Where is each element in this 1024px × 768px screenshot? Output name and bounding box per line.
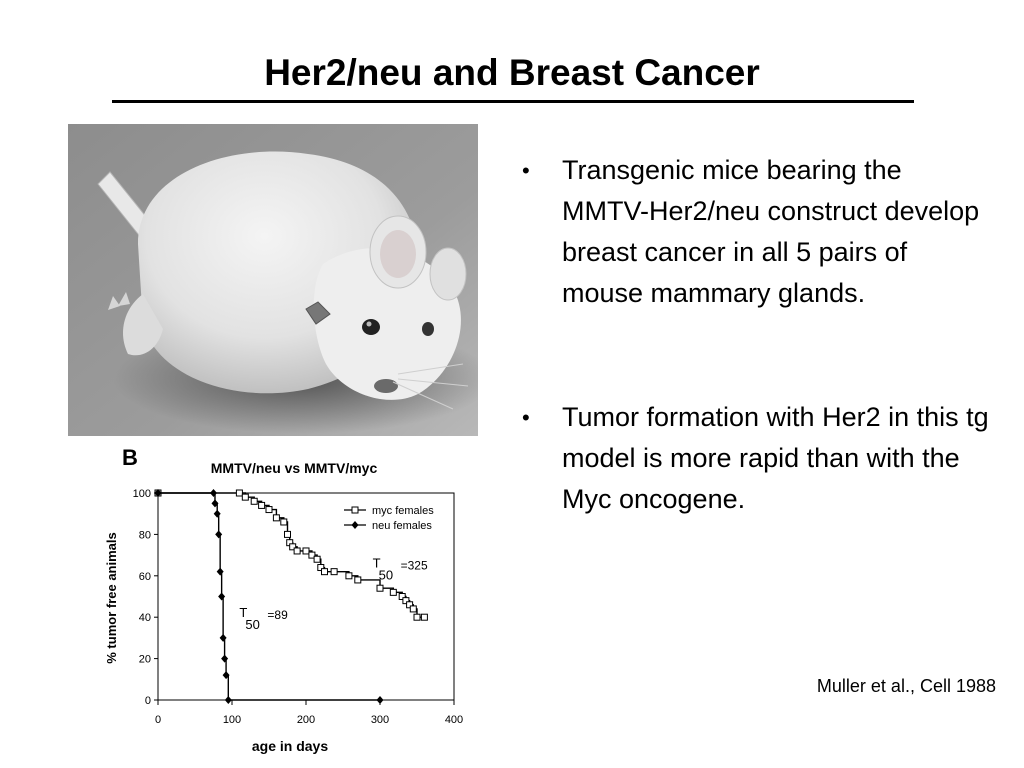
citation: Muller et al., Cell 1988: [816, 676, 996, 696]
y-tick-label: 80: [138, 529, 151, 542]
data-point-myc-females: [266, 507, 272, 513]
bullet-item: [522, 397, 992, 520]
data-point-myc-females: [331, 569, 337, 575]
transgenic-mouse-photo: [68, 124, 478, 436]
annotation-subscript: 50: [245, 617, 260, 633]
data-point-myc-females: [410, 606, 416, 612]
data-point-myc-females: [355, 577, 361, 583]
annotation-label: T: [239, 605, 248, 621]
data-point-neu-females: [214, 510, 221, 518]
panel-label: B: [122, 445, 138, 470]
data-point-neu-females: [377, 696, 384, 704]
legend-marker-neu-females: [352, 521, 359, 529]
data-point-myc-females: [273, 515, 279, 521]
x-tick-label: 200: [296, 714, 316, 726]
y-tick-label: 20: [138, 653, 151, 666]
data-point-myc-females: [421, 614, 427, 620]
data-point-myc-females: [281, 519, 287, 525]
series-line-neu-females: [158, 493, 380, 700]
bullet-text: Transgenic mice bearing the MMTV-Her2/neu construct develop breast cancer in all 5 pairs of mouse mammary glands.: [562, 155, 980, 308]
data-point-myc-females: [414, 614, 420, 620]
y-axis-label: % tumor free animals: [104, 532, 119, 664]
y-tick-label: 100: [132, 488, 151, 500]
y-tick-label: 0: [144, 695, 151, 707]
data-point-neu-females: [215, 530, 222, 538]
data-point-myc-females: [346, 573, 352, 579]
data-point-neu-females: [218, 593, 225, 601]
x-axis-label: age in days: [251, 738, 329, 754]
data-point-myc-females: [294, 548, 300, 554]
bullet-item: [522, 150, 992, 314]
bullet-marker: •: [522, 405, 530, 430]
annotation-label: T: [372, 555, 381, 571]
title-underline: [112, 100, 914, 103]
x-tick-label: 100: [222, 714, 242, 726]
data-point-myc-females: [303, 548, 309, 554]
data-point-myc-females: [314, 556, 320, 562]
data-point-myc-females: [285, 531, 291, 537]
bullet-text: Tumor formation with Her2 in this tg model is more rapid than with the Myc oncogene.: [562, 402, 989, 514]
data-point-neu-females: [225, 696, 232, 704]
x-tick-label: 0: [154, 714, 162, 726]
y-tick-label: 40: [138, 612, 151, 625]
data-point-neu-females: [217, 568, 224, 576]
tumor-free-survival-chart: [96, 438, 476, 766]
data-point-myc-females: [377, 585, 383, 591]
annotation-subscript: 50: [378, 567, 394, 583]
data-point-myc-females: [242, 494, 248, 500]
annotation-value: =89: [267, 608, 288, 623]
data-point-neu-females: [210, 489, 217, 497]
data-point-myc-females: [322, 569, 328, 575]
data-point-myc-females: [251, 498, 257, 504]
data-point-neu-females: [220, 634, 227, 642]
legend-label-myc-females: myc females: [372, 505, 434, 517]
y-tick-label: 60: [138, 570, 151, 583]
slide-title: Her2/neu and Breast Cancer: [264, 52, 760, 93]
bullet-list: [522, 150, 992, 520]
x-tick-label: 300: [370, 714, 390, 726]
data-point-myc-females: [236, 490, 242, 496]
x-tick-label: 400: [444, 714, 464, 726]
chart-title: MMTV/neu vs MMTV/myc: [210, 460, 378, 476]
legend-label-neu-females: neu females: [372, 520, 432, 532]
annotation-value: =325: [400, 558, 428, 573]
legend-marker-myc-females: [352, 507, 358, 513]
data-point-neu-females: [221, 655, 228, 663]
data-point-myc-females: [390, 589, 396, 595]
data-point-myc-females: [259, 502, 265, 508]
bullet-marker: •: [522, 158, 530, 183]
